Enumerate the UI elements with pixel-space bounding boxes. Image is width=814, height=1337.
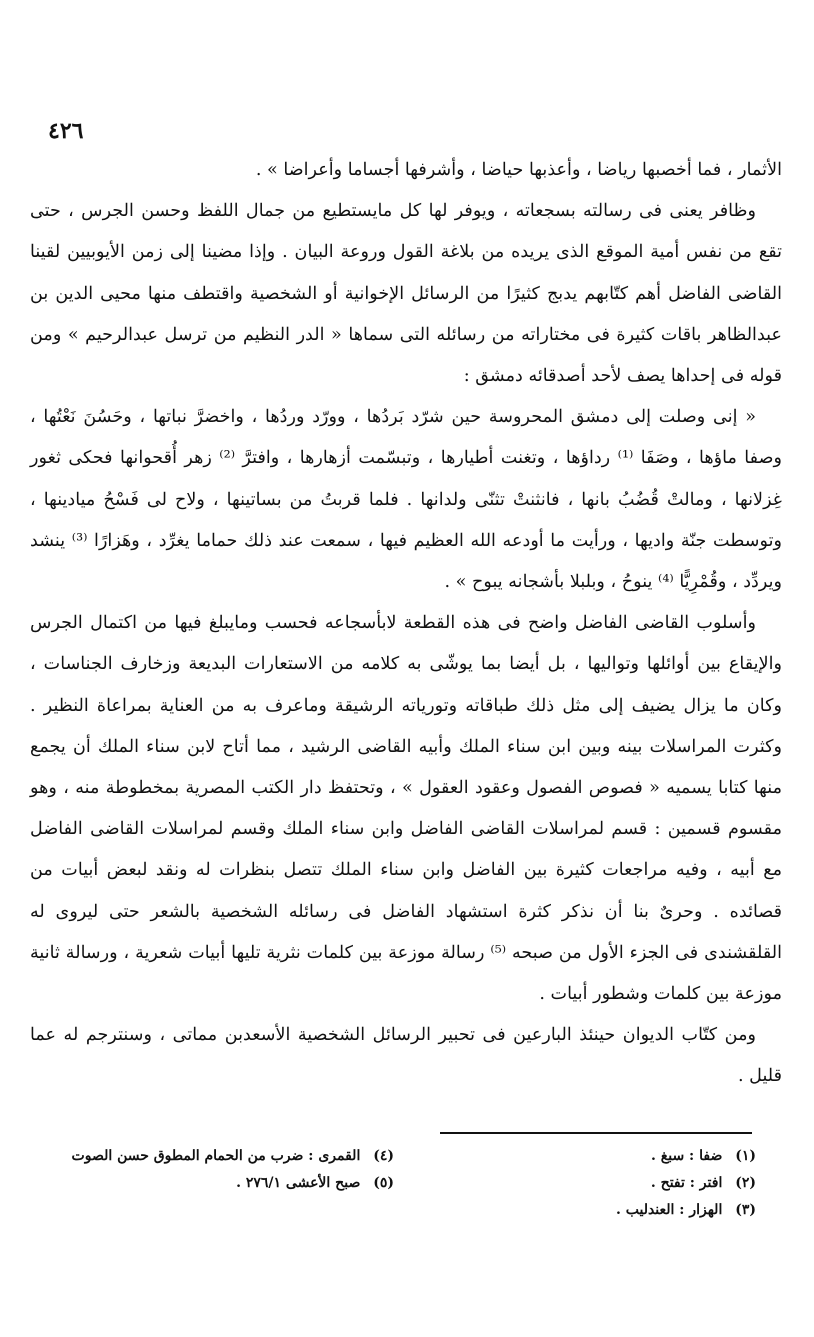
footnote-number: (٥) [373, 1175, 394, 1191]
footnote-4 [34, 1143, 394, 1170]
footnotes-right-column [456, 1143, 756, 1224]
paragraph-4: وأسلوب القاضى الفاضل واضح فى هذه القطعة لابأسجاعه فحسب ومايبلغ فيها من اكتمال الجرس والإيقاع بين أوائلها وتواليها ، بل أيضا بما يوشّى به كلامه من الاستعارات البديعة وزخارف الجناسات ، وكان ما يزال يضيف إلى مثل ذلك طباقاته وتورياته الرشيقة وماعرف به من العناية بمراعاة النظير . وكثرت المراسلات بينه وبين ابن سناء الملك وأبيه القاضى الرشيد ، مما أتاح لابن سناء الملك أن يجمع منها كتابا يسميه « فصوص الفصول وعقود العقول » ، وتحتفظ دار الكتب المصرية بمخطوطة منه ، وهو مقسوم قسمين : قسم لمراسلات القاضى الفاضل وابن سناء الملك وقسم لمراسلات القاضى الفاضل مع أبيه ، وفيه مراجعات كثيرة بين الفاضل وابن سناء الملك تتصل بنظرات له ونقد لبعض أبيات من قصائده . وحرىٌ بنا أن نذكر كثرة استشهاد الفاضل فى رسائله الشخصية بالشعر حتى ليروى له القلقشندى فى الجزء الأول من صبحه ⁽⁵⁾ رسالة موزعة بين كلمات نثرية تليها أبيات شعرية ، ورسالة ثانية موزعة بين كلمات وشطور أبيات . [30, 613, 782, 1005]
footnotes-left-column [34, 1143, 394, 1197]
footnote-2 [456, 1170, 756, 1197]
footnote-3 [456, 1197, 756, 1224]
footnote-text: صبح الأعشى ٢٧٦/١ . [236, 1175, 361, 1191]
paragraph-1: الأثمار ، فما أخصبها رياضا ، وأعذبها حياضا ، وأشرفها أجساما وأعراضا » . [255, 160, 782, 180]
paragraph-5: ومن كتّاب الديوان حينئذ البارعين فى تحبير الرسائل الشخصية الأسعدبن مماتى ، وسنترجم له عما قليل . [30, 1025, 782, 1087]
footnote-number: (٤) [373, 1148, 394, 1164]
footnote-number: (٢) [735, 1175, 756, 1191]
footnote-divider [440, 1132, 752, 1134]
body-text [30, 150, 782, 1098]
footnote-text: القمرى : ضرب من الحمام المطوق حسن الصوت [71, 1148, 361, 1164]
footnote-number: (٣) [735, 1202, 756, 1218]
footnote-5 [34, 1170, 394, 1197]
page-number: ٤٢٦ [48, 118, 84, 144]
footnote-number: (١) [735, 1148, 756, 1164]
paragraph-2: وظافر يعنى فى رسالته بسجعاته ، ويوفر لها كل مايستطيع من جمال اللفظ وحسن الجرس ، حتى تقع من نفس أمية الموقع الذى يريده من بلاغة القول وروعة البيان . وإذا مضينا إلى زمن الأيوبيين لقينا القاضى الفاضل أهم كتّابهم يدبج كثيرًا من الرسائل الإخوانية أو الشخصية واقتطف منها محيى الدين بن عبدالظاهر باقات كثيرة فى مختاراته من رسائله التى سماها « الدر النظيم من ترسل عبدالرحيم » ومن قوله فى إحداها يصف لأحد أصدقائه دمشق : [30, 201, 782, 387]
footnote-text: الهزار : العندليب . [615, 1202, 723, 1218]
footnote-text: افتر : تفتح . [650, 1175, 723, 1191]
footnote-text: ضفا : سبغ . [651, 1148, 723, 1164]
paragraph-3-quote: « إنى وصلت إلى دمشق المحروسة حين شرّد بَردُها ، وورّد وردُها ، واخضرَّ نباتها ، وحَسُنَ نَعْتُها ، وصفا ماؤها ، وصَفَا ⁽¹⁾ رداؤها ، وتغنت أطيارها ، وتبسّمت أزهارها ، وافترَّ ⁽²⁾ زهر أُقحوانها فحكى ثغور غِزلانها ، ومالتْ قُضُبُ بانها ، فانثنتْ تثنّى ولدانها . فلما قربتُ من بساتينها ، ولاح لى فَسْحُ ميادينها ، وتوسطت جنّة واديها ، ورأيت ما أودعه الله العظيم فيها ، سمعت عند ذلك حماما يغرِّد ، وهَزارًا ⁽³⁾ ينشد ويردِّد ، وقُمْرِيًّا ⁽⁴⁾ ينوحُ ، وبلبلا بأشجانه يبوح » . [30, 407, 783, 593]
footnote-1 [456, 1143, 756, 1170]
